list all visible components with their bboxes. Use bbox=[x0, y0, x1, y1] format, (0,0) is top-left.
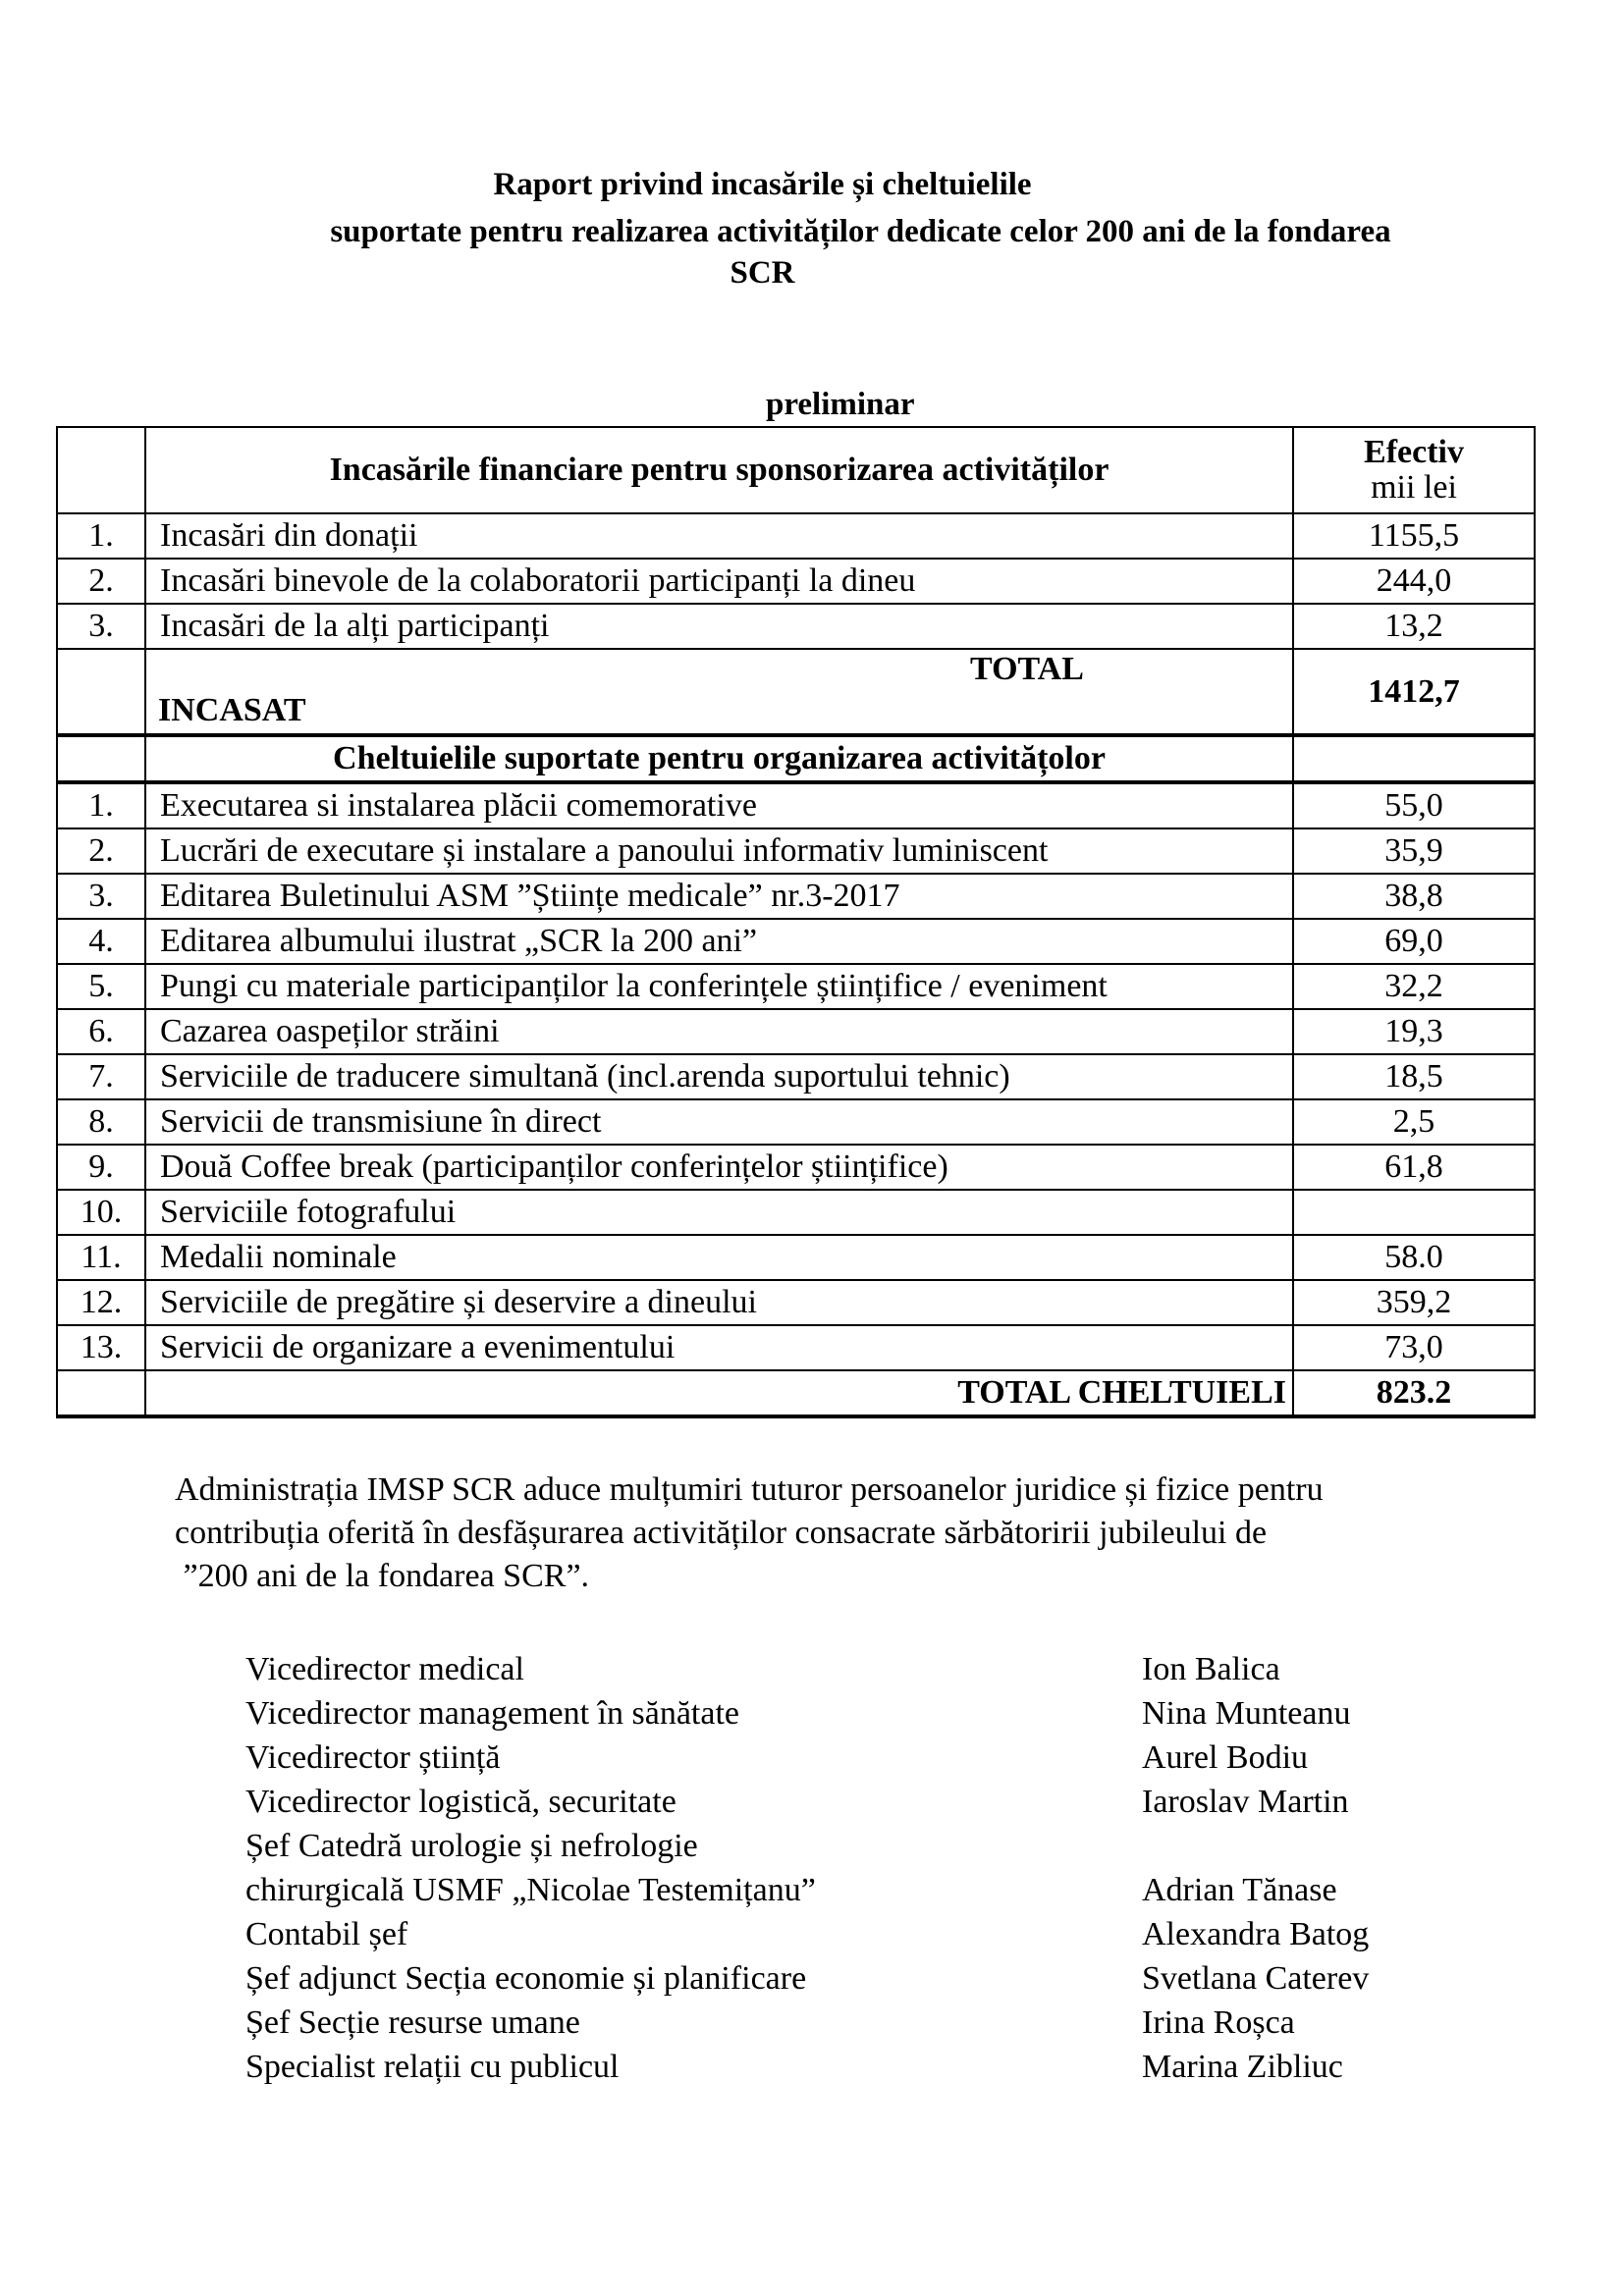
row-number: 12. bbox=[57, 1280, 145, 1325]
signatory-name: Irina Roșca bbox=[1142, 2004, 1295, 2041]
signatory-role: Specialist relații cu publicul bbox=[245, 2049, 620, 2085]
row-description: Serviciile de pregătire și deservire a dineului bbox=[145, 1280, 1293, 1325]
row-value: 55,0 bbox=[1293, 782, 1535, 828]
expense-total-label: TOTAL CHELTUIELI bbox=[145, 1370, 1293, 1416]
signatory-name: Adrian Tănase bbox=[1142, 1872, 1337, 1908]
expense-total-value: 823.2 bbox=[1293, 1370, 1535, 1416]
row-description: Editarea Buletinului ASM ”Științe medicale” nr.3-2017 bbox=[145, 874, 1293, 919]
num-cell bbox=[57, 427, 145, 513]
row-number: 3. bbox=[57, 604, 145, 649]
row-number: 1. bbox=[57, 513, 145, 559]
income-total-value: 1412,7 bbox=[1293, 649, 1535, 735]
row-description: Pungi cu materiale participanților la conferințele științifice / eveniment bbox=[145, 964, 1293, 1009]
row-value: 38,8 bbox=[1293, 874, 1535, 919]
num-cell bbox=[57, 735, 145, 782]
income-total-row bbox=[57, 649, 1535, 735]
row-value: 1155,5 bbox=[1293, 513, 1535, 559]
table-row bbox=[57, 964, 1535, 1009]
finance-table bbox=[56, 426, 1536, 1418]
table-row bbox=[57, 1280, 1535, 1325]
row-description: Două Coffee break (participanților conferințelor științifice) bbox=[145, 1145, 1293, 1190]
table-row bbox=[57, 874, 1535, 919]
acknowledgement-paragraph bbox=[175, 1468, 1549, 1598]
row-number: 6. bbox=[57, 1009, 145, 1054]
value-header bbox=[1293, 427, 1535, 513]
table-row bbox=[57, 1235, 1535, 1280]
signatory-name: Iaroslav Martin bbox=[1142, 1784, 1349, 1820]
row-number: 13. bbox=[57, 1325, 145, 1370]
row-value: 19,3 bbox=[1293, 1009, 1535, 1054]
signatory-role: Șef adjunct Secția economie și planificare bbox=[245, 1960, 807, 1997]
row-number: 5. bbox=[57, 964, 145, 1009]
row-number: 1. bbox=[57, 782, 145, 828]
row-description: Incasări binevole de la colaboratorii participanți la dineu bbox=[145, 559, 1293, 604]
value-header-title: Efectiv bbox=[1364, 434, 1464, 470]
row-number: 11. bbox=[57, 1235, 145, 1280]
table-row bbox=[57, 1325, 1535, 1370]
row-number: 4. bbox=[57, 919, 145, 964]
signatory-roles bbox=[245, 1647, 816, 2089]
row-value: 244,0 bbox=[1293, 559, 1535, 604]
expense-total-row bbox=[57, 1370, 1535, 1416]
row-description: Serviciile fotografului bbox=[145, 1190, 1293, 1235]
row-value: 73,0 bbox=[1293, 1325, 1535, 1370]
num-cell bbox=[57, 1370, 145, 1416]
signatory-name: Svetlana Caterev bbox=[1142, 1960, 1370, 1997]
signatory-role: chirurgicală USMF „Nicolae Testemițanu” bbox=[245, 1872, 816, 1908]
row-value bbox=[1293, 1190, 1535, 1235]
signatory-name: Ion Balica bbox=[1142, 1651, 1280, 1687]
paragraph-line: Administrația IMSP SCR aduce mulțumiri tuturor persoanelor juridice și fizice pentru bbox=[175, 1471, 1324, 1508]
table-row bbox=[57, 559, 1535, 604]
paragraph-line: contribuția oferită în desfășurarea activităților consacrate sărbătoririi jubileului de bbox=[175, 1515, 1268, 1551]
row-value: 61,8 bbox=[1293, 1145, 1535, 1190]
signatory-role: Vicedirector management în sănătate bbox=[245, 1695, 739, 1732]
signatory-role: Vicedirector știință bbox=[245, 1739, 501, 1776]
row-value: 58.0 bbox=[1293, 1235, 1535, 1280]
income-total-label bbox=[145, 649, 1293, 735]
row-description: Editarea albumului ilustrat „SCR la 200 ani” bbox=[145, 919, 1293, 964]
row-number: 9. bbox=[57, 1145, 145, 1190]
signatory-role: Contabil șef bbox=[245, 1916, 408, 1952]
signatory-names bbox=[1142, 1647, 1369, 2089]
value-cell bbox=[1293, 735, 1535, 782]
row-value: 18,5 bbox=[1293, 1054, 1535, 1099]
report-title-line-2: suportate pentru realizarea activităților dedicate celor 200 ani de la fondarea bbox=[330, 214, 1391, 249]
table-row bbox=[57, 1145, 1535, 1190]
row-number: 3. bbox=[57, 874, 145, 919]
signatory-role: Șef Secție resurse umane bbox=[245, 2004, 580, 2041]
row-description: Serviciile de traducere simultană (incl.arenda suportului tehnic) bbox=[145, 1054, 1293, 1099]
table-row bbox=[57, 604, 1535, 649]
row-value: 2,5 bbox=[1293, 1099, 1535, 1145]
income-header-row bbox=[57, 427, 1535, 513]
signatory-name bbox=[1142, 1824, 1369, 1868]
row-value: 35,9 bbox=[1293, 828, 1535, 874]
row-description: Executarea si instalarea plăcii comemorative bbox=[145, 782, 1293, 828]
table-row bbox=[57, 1054, 1535, 1099]
table-row bbox=[57, 782, 1535, 828]
signatory-role: Vicedirector logistică, securitate bbox=[245, 1784, 676, 1820]
row-value: 69,0 bbox=[1293, 919, 1535, 964]
signatory-name: Aurel Bodiu bbox=[1142, 1739, 1309, 1776]
signatory-name: Marina Zibliuc bbox=[1142, 2049, 1343, 2085]
report-title-line-1: Raport privind incasările și cheltuielile bbox=[493, 167, 1032, 202]
table-row bbox=[57, 1190, 1535, 1235]
row-description: Incasări de la alți participanți bbox=[145, 604, 1293, 649]
signatory-role: Vicedirector medical bbox=[245, 1651, 524, 1687]
expense-header-row bbox=[57, 735, 1535, 782]
signatory-name: Nina Munteanu bbox=[1142, 1695, 1351, 1732]
row-description: Servicii de transmisiune în direct bbox=[145, 1099, 1293, 1145]
report-title-line-3: SCR bbox=[730, 255, 795, 291]
report-subtitle: preliminar bbox=[766, 387, 915, 422]
row-value: 359,2 bbox=[1293, 1280, 1535, 1325]
signatory-role: Șef Catedră urologie și nefrologie bbox=[245, 1828, 698, 1864]
row-description: Incasări din donații bbox=[145, 513, 1293, 559]
row-description: Lucrări de executare și instalare a panoului informativ luminiscent bbox=[145, 828, 1293, 874]
row-description: Medalii nominale bbox=[145, 1235, 1293, 1280]
value-header-unit: mii lei bbox=[1371, 469, 1457, 506]
row-number: 2. bbox=[57, 828, 145, 874]
signatory-name: Alexandra Batog bbox=[1142, 1916, 1370, 1952]
table-row bbox=[57, 919, 1535, 964]
expense-header: Cheltuielile suportate pentru organizarea activitățolor bbox=[145, 735, 1293, 782]
row-number: 8. bbox=[57, 1099, 145, 1145]
row-number: 2. bbox=[57, 559, 145, 604]
table-row bbox=[57, 828, 1535, 874]
row-number: 7. bbox=[57, 1054, 145, 1099]
table-row bbox=[57, 1009, 1535, 1054]
row-number: 10. bbox=[57, 1190, 145, 1235]
income-header: Incasările financiare pentru sponsorizarea activităților bbox=[145, 427, 1293, 513]
table-row bbox=[57, 1099, 1535, 1145]
row-description: Servicii de organizare a evenimentului bbox=[145, 1325, 1293, 1370]
income-total-label-incasat: INCASAT bbox=[158, 692, 306, 728]
row-value: 13,2 bbox=[1293, 604, 1535, 649]
income-total-label-total: TOTAL bbox=[970, 651, 1084, 687]
paragraph-line: ”200 ani de la fondarea SCR”. bbox=[175, 1558, 590, 1594]
row-value: 32,2 bbox=[1293, 964, 1535, 1009]
table-row bbox=[57, 513, 1535, 559]
row-description: Cazarea oaspeților străini bbox=[145, 1009, 1293, 1054]
num-cell bbox=[57, 649, 145, 735]
